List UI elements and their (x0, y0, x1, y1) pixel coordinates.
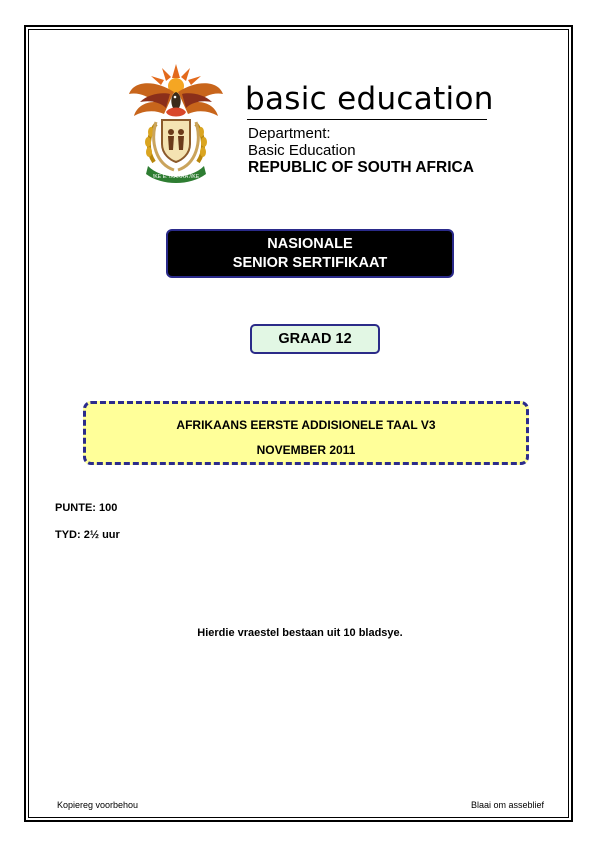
subject-banner (83, 401, 529, 465)
certificate-line-1: NASIONALE (267, 235, 353, 252)
certificate-line-2: SENIOR SERTIFIKAAT (232, 254, 388, 271)
department-name: Basic Education (248, 142, 356, 159)
footer-turn-over: Blaai om asseblief (470, 800, 544, 810)
exam-duration: TYD: 2½ uur (55, 529, 120, 541)
footer-copyright: Kopiereg voorbehou (57, 800, 139, 810)
exam-date: NOVEMBER 2011 (256, 443, 356, 457)
subject-title: AFRIKAANS EERSTE ADDISIONELE TAAL V3 (176, 418, 436, 432)
grade-badge: GRAAD 12 (250, 324, 380, 354)
brand-divider (247, 119, 487, 120)
crest-motto: !KE E: /XARRA //KE (152, 174, 200, 180)
page-count-note: Hierdie vraestel bestaan uit 10 bladsye. (197, 627, 403, 639)
brand-name: basic education (245, 81, 494, 117)
certificate-banner (166, 229, 454, 278)
department-label: Department: (248, 125, 331, 142)
coat-of-arms-icon (126, 62, 226, 186)
total-marks: PUNTE: 100 (55, 502, 118, 514)
country-name: REPUBLIC OF SOUTH AFRICA (248, 159, 474, 176)
